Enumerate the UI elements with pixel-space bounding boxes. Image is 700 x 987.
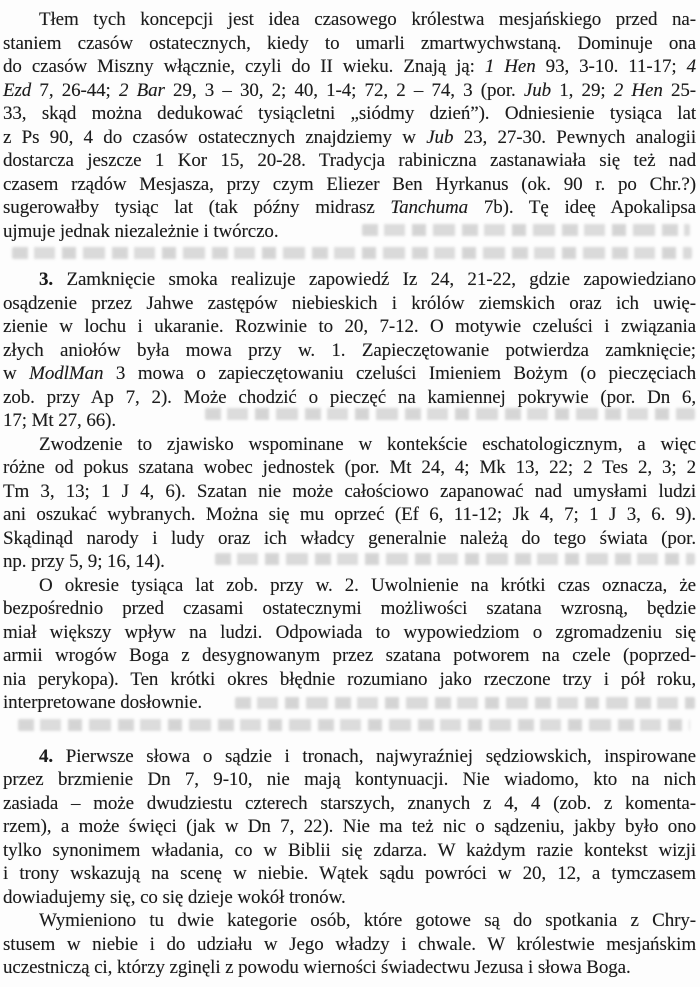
text-run: 3 mowa o zapieczętowaniu czeluści Imieniem Bożym (o pieczęciach — [103, 363, 696, 384]
text-line — [3, 644, 696, 668]
paragraph-thousand-years-release — [3, 574, 696, 715]
text-line — [3, 839, 696, 863]
text-run: 29, 3 – 30, 2; 40, 1-4; 72, 2 – 74, 3 (por. — [164, 79, 524, 101]
text-line — [3, 792, 696, 816]
text-run: ani oszukać wybranych. Można się mu oprzeć (Ef 6, 11-12; Jk 4, 7; 1 J 3, 6. 9). — [3, 504, 696, 525]
italic-source-ref: Ezd — [3, 79, 32, 101]
italic-source-ref: 4 — [686, 56, 696, 77]
paragraph-messianic-kingdom-background — [3, 8, 696, 243]
text-line — [3, 149, 696, 173]
text-line — [3, 933, 696, 957]
text-run: i trony wskazują na scenę w niebie. Wątek sądu powróci w 20, 12, a tymczasem — [3, 863, 696, 884]
paragraph-two-categories — [3, 909, 696, 980]
text-run: rzem), a może święci (jak w Dn 7, 22). Nie ma też nic o sądzeniu, jakby było ono — [3, 816, 696, 837]
italic-source-ref: Jub — [523, 79, 552, 101]
italic-source-ref: 2 Hen — [613, 79, 663, 101]
text-line — [3, 8, 696, 32]
text-line — [3, 79, 696, 103]
text-run: 17; Mt 27, 66). — [3, 410, 117, 431]
text-line — [3, 527, 696, 551]
text-line — [3, 815, 696, 839]
text-run: Pierwsze słowa o sądzie i tronach, najwyraźniej sędziowskich, inspirowane — [53, 745, 696, 767]
paragraph-note-3-closing-of-dragon — [3, 268, 696, 433]
bold-section-number: 4. — [39, 745, 54, 767]
text-run: zasiada – może dwudziestu czterech starszych, znanych z 4, 4 (zob. z komenta- — [3, 792, 696, 814]
italic-source-ref: ModlMan — [29, 363, 104, 384]
text-line — [3, 126, 696, 150]
text-run: Zwodzenie to zjawisko wspominane w kontekście eschatologicznym, a więc — [39, 433, 696, 455]
text-run: 93, 3-10. 11-17; — [535, 56, 687, 77]
text-line — [3, 362, 696, 386]
text-run: bezpośrednio przed czasami ostatecznymi możliwości szatana wzrosną, będzie — [3, 598, 696, 619]
text-run: zob. przy Ap 7, 2). Może chodzić o pieczęć na kamiennej pokrywie (por. Dn 6, — [3, 386, 696, 408]
text-line — [3, 503, 696, 527]
text-line — [3, 292, 696, 316]
text-line — [3, 956, 696, 980]
text-line — [3, 173, 696, 197]
bold-section-number: 3. — [39, 269, 54, 290]
text-run: 23, 27-30. Pewnych analogii — [453, 126, 696, 148]
text-run: armii wrogów Boga z desygnowanym przez szatana potworem na czele (poprzed- — [3, 645, 696, 666]
text-run: 25- — [662, 79, 696, 101]
text-run: tylko synonimem władania, co w Biblii się zdarza. W każdym razie kontekst wizji — [3, 839, 696, 861]
text-run: 1, 29; — [551, 79, 614, 101]
text-run: przez brzmienie Dn 7, 9-10, nie mają kontynuacji. Nie wiadomo, kto na nich — [3, 769, 696, 790]
text-line — [3, 32, 696, 56]
text-line — [3, 456, 696, 480]
italic-source-ref: Tanchuma — [390, 197, 469, 218]
text-line — [3, 668, 696, 692]
text-line — [3, 433, 696, 457]
text-line — [3, 768, 696, 792]
paragraph-note-4-thrones-judgment — [3, 745, 696, 910]
text-run: uczestniczą ci, którzy zginęli z powodu wierności świadectwu Jezusa i słowa Boga. — [3, 957, 631, 978]
text-run: w — [3, 363, 30, 384]
text-line — [3, 480, 696, 504]
text-run: O okresie tysiąca lat zob. przy w. 2. Uwolnienie na krótki czas oznacza, że — [39, 574, 696, 596]
paragraph-deception-eschatological — [3, 433, 696, 574]
text-run: sugerowałby tysiąc lat (tak późny midrasz — [3, 197, 391, 218]
text-run: złych aniołów była mowa przy w. 1. Zapieczętowanie potwierdza zamknięcie; — [3, 339, 696, 361]
text-run: stusem w niebie i do udziału w Jego władzy i chwale. W królestwie mesjańskim — [3, 933, 696, 955]
text-run: staniem czasów ostatecznych, kiedy to umarli zmartwychwstaną. Dominuje ona — [3, 32, 696, 54]
text-run: zienie w lochu i ukaranie. Rozwinie to 20, 7-12. O motywie czeluści i związania — [3, 316, 696, 337]
text-line — [3, 621, 696, 645]
text-run: Tm 3, 13; 1 J 4, 6). Szatan nie może całościowo zapanować nad umysłami ludzi — [3, 480, 696, 502]
text-run: ujmuje jednak niezależnie i twórczo. — [3, 220, 279, 242]
text-run: nia perykopa). Ten krótki okres błędnie rozumiano jako rzeczone trzy i pół roku, — [3, 668, 696, 690]
text-line — [3, 691, 696, 715]
italic-source-ref: Jub — [426, 126, 454, 148]
text-line — [3, 745, 696, 769]
text-line — [3, 220, 696, 244]
text-run: Wymieniono tu dwie kategorie osób, które gotowe są do spotkania z Chry- — [39, 910, 696, 931]
text-run: 7, 26-44; — [31, 79, 119, 101]
text-run: czasem rządów Mesjasza, przy czym Eliezer Ben Hyrkanus (ok. 90 r. po Chr.?) — [3, 173, 696, 195]
text-line — [3, 909, 696, 933]
text-run: Tłem tych koncepcji jest idea czasowego królestwa mesjańskiego przed na- — [39, 9, 696, 30]
text-run: np. przy 5, 9; 16, 14). — [3, 551, 165, 572]
text-line — [3, 268, 696, 292]
text-run: 7b). Tę ideę Apokalipsa — [468, 197, 696, 218]
text-run: osądzenie przez Jahwe zastępów niebieskich i królów ziemskich oraz ich uwię- — [3, 292, 696, 314]
text-line — [3, 862, 696, 886]
text-run: Zamknięcie smoka realizuje zapowiedź Iz 24, 21-22, gdzie zapowiedziano — [53, 269, 696, 290]
text-line — [3, 409, 696, 433]
text-line — [3, 339, 696, 363]
text-line — [3, 386, 696, 410]
text-line — [3, 886, 696, 910]
text-line — [3, 597, 696, 621]
italic-source-ref: 1 Hen — [484, 56, 536, 77]
text-line — [3, 102, 696, 126]
text-run: dowiadujemy się, co się dzieje wokół tronów. — [3, 886, 346, 908]
text-run: miał większy wpływ na ludzi. Odpowiada to wypowiedziom o zgromadzeniu się — [3, 621, 696, 643]
text-run: różne od pokus szatana wobec jednostek (por. Mt 24, 4; Mk 13, 22; 2 Tes 2, 3; 2 — [3, 457, 696, 478]
text-run: interpretowane dosłownie. — [3, 692, 203, 713]
text-run: Skądinąd narody i ludy oraz ich władcy generalnie należą do tego świata (por. — [3, 527, 696, 549]
italic-source-ref: 2 Bar — [118, 79, 165, 101]
text-line — [3, 315, 696, 339]
text-run: do czasów Miszny włącznie, czyli do II wieku. Znają ją: — [3, 56, 485, 77]
text-line — [3, 574, 696, 598]
text-line — [3, 55, 696, 79]
text-line — [3, 196, 696, 220]
text-line — [3, 550, 696, 574]
text-run: dostarcza jeszcze 1 Kor 15, 20-28. Tradycja rabiniczna zastanawiała się też nad — [3, 150, 696, 171]
text-run: 33, skąd można dedukować tysiącletni „siódmy dzień”). Odniesienie tysiąca lat — [3, 103, 696, 124]
text-run: z Ps 90, 4 do czasów ostatecznych znajdziemy w — [3, 126, 427, 148]
